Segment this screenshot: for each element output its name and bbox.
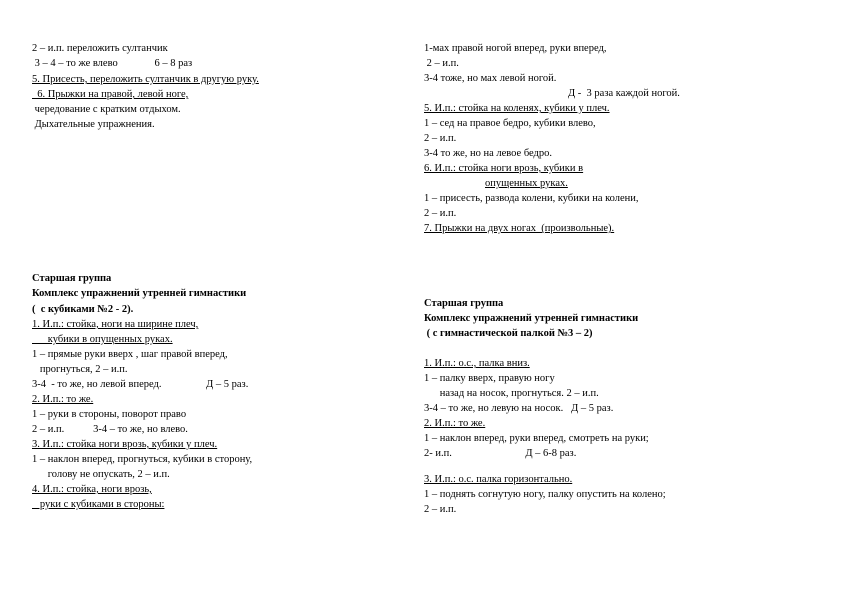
group-title: Старшая группа [424, 298, 504, 309]
exercise-heading: кубики в опущенных руках. [32, 334, 173, 345]
text-line: 1-мах правой ногой вперед, руки вперед, [424, 43, 607, 54]
text-line: Д - 3 раза каждой ногой. [568, 88, 680, 99]
text-line: 3-4 тоже, но мах левой ногой. [424, 73, 557, 84]
exercise-heading: руки с кубиками в стороны: [32, 499, 165, 510]
text-line: 1 – наклон вперед, руки вперед, смотреть на руки; [424, 433, 649, 444]
text-line: 3 – 4 – то же влево 6 – 8 раз [32, 58, 193, 69]
text-line: 3-4 то же, но на левое бедро. [424, 148, 553, 159]
exercise-heading: 4. И.п.: стойка, ноги врозь, [32, 484, 152, 495]
text-line: 2 – и.п. [424, 208, 457, 219]
text-line: 2 – и.п. [424, 58, 459, 69]
text-line: 2 – и.п. 3-4 – то же, но влево. [32, 424, 188, 435]
exercise-heading: 7. Прыжки на двух ногах (произвольные). [424, 223, 615, 234]
text-line: прогнуться, 2 – и.п. [32, 364, 128, 375]
text-line: 1 – палку вверх, правую ногу [424, 373, 555, 384]
text-line: 1 – присесть, развода колени, кубики на колени, [424, 193, 639, 204]
exercise-heading: опущенных руках. [485, 178, 568, 189]
text-line: 2 – и.п. переложить султанчик [32, 43, 168, 54]
exercise-heading: 6. Прыжки на правой, левой ноге, [32, 89, 189, 100]
text-line: 1 – прямые руки вверх , шаг правой вперед, [32, 349, 228, 360]
group-title: Старшая группа [32, 273, 112, 284]
complex-subtitle: ( с кубиками №2 - 2). [32, 304, 134, 315]
text-line: Дыхательные упражнения. [32, 119, 155, 130]
exercise-heading: 1. И.п.: стойка, ноги на ширине плеч, [32, 319, 199, 330]
exercise-heading: 2. И.п.: то же. [32, 394, 94, 405]
complex-title: Комплекс упражнений утренней гимнастики [424, 313, 639, 324]
exercise-heading: 1. И.п.: о.с., палка вниз. [424, 358, 530, 369]
exercise-heading: 3. И.п.: стойка ноги врозь, кубики у плеч. [32, 439, 218, 450]
text-line: 1 – руки в стороны, поворот право [32, 409, 187, 420]
text-line: 2 – и.п. [424, 504, 457, 515]
text-line: 3-4 - то же, но левой вперед. Д – 5 раз. [32, 379, 249, 390]
complex-subtitle: ( с гимнастической палкой №3 – 2) [424, 328, 593, 339]
text-line: чередование с кратким отдыхом. [32, 104, 181, 115]
complex-title: Комплекс упражнений утренней гимнастики [32, 288, 247, 299]
exercise-heading: 6. И.п.: стойка ноги врозь, кубики в [424, 163, 584, 174]
text-line: 2 – и.п. [424, 133, 457, 144]
exercise-heading: 5. Присесть, переложить султанчик в другую руку. [32, 74, 259, 85]
text-line: назад на носок, прогнуться. 2 – и.п. [424, 388, 599, 399]
exercise-heading: 5. И.п.: стойка на коленях, кубики у плеч. [424, 103, 610, 114]
text-line: 2- и.п. Д – 6-8 раз. [424, 448, 577, 459]
text-line: 1 – наклон вперед, прогнуться, кубики в сторону, [32, 454, 253, 465]
exercise-heading: 2. И.п.: то же. [424, 418, 486, 429]
text-line: голову не опускать, 2 – и.п. [32, 469, 170, 480]
exercise-heading: 3. И.п.: о.с. палка горизонтально. [424, 474, 573, 485]
text-line: 1 – сед на правое бедро, кубики влево, [424, 118, 596, 129]
text-line: 1 – поднять согнутую ногу, палку опустить на колено; [424, 489, 666, 500]
text-line: 3-4 – то же, но левую на носок. Д – 5 раз. [424, 403, 614, 414]
